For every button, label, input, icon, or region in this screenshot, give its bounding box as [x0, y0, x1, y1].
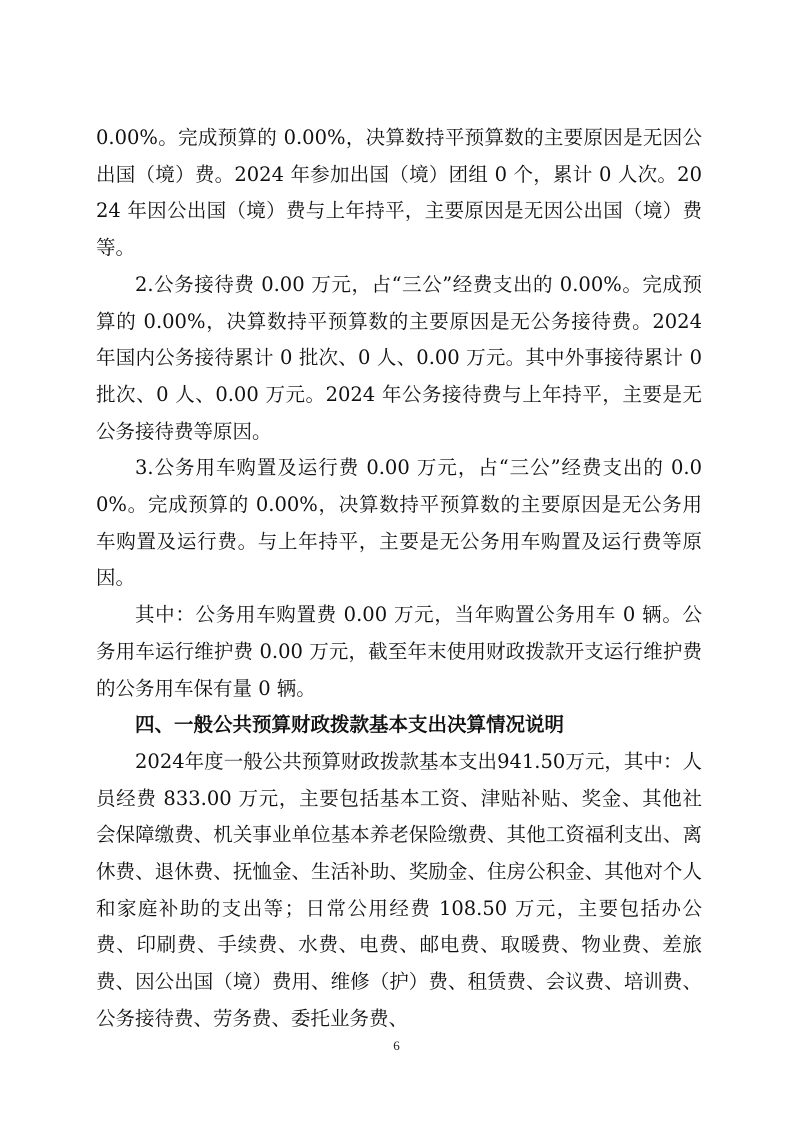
paragraph-vehicle-details: 其中：公务用车购置费 0.00 万元，当年购置公务用车 0 辆。公务用车运行维护费 0.00 万元，截至年末使用财政拨款开支运行维护费的公务用车保有量 0 辆。: [96, 603, 702, 700]
paragraph-outbound-travel-continued: 0.00%。完成预算的 0.00%，决算数持平预算数的主要原因是无因公出国（境）费。2024 年参加出国（境）团组 0 个，累计 0 人次。2024 年因公出国（境）费与上年持平，主要原因是无因公出国（境）费等。: [96, 126, 702, 260]
document-body: [96, 120, 702, 1038]
section-heading-basic-expenditure: 四、一般公共预算财政拨款基本支出决算情况说明: [135, 713, 565, 737]
paragraph-official-vehicles: 3.公务用车购置及运行费 0.00 万元，占“三公”经费支出的 0.00%。完成预算的 0.00%，决算数持平预算数的主要原因是无公务用车购置及运行费。与上年持平，主要是无公务用车购置及运行费等原因。: [96, 456, 702, 590]
paragraph-basic-expenditure: 2024年度一般公共预算财政拨款基本支出941.50万元，其中：人员经费 833.00 万元，主要包括基本工资、津贴补贴、奖金、其他社会保障缴费、机关事业单位基本养老保险缴费、其他工资福利支出、离休费、退休费、抚恤金、生活补助、奖励金、住房公积金、其他对个人和家庭补助的支出等；日常公用经费 108.50 万元，主要包括办公费、印刷费、手续费、水费、电费、邮电费、取暖费、物业费、差旅费、因公出国（境）费用、维修（护）费、租赁费、会议费、培训费、公务接待费、劳务费、委托业务费、: [96, 749, 702, 1030]
page-number: 6: [393, 1038, 400, 1053]
paragraph-official-reception: 2.公务接待费 0.00 万元，占“三公”经费支出的 0.00%。完成预算的 0.00%，决算数持平预算数的主要原因是无公务接待费。2024 年国内公务接待累计 0 批次、0 人、0.00 万元。其中外事接待累计 0 批次、0 人、0.00 万元。2024 年公务接待费与上年持平，主要是无公务接待费等原因。: [96, 272, 702, 443]
